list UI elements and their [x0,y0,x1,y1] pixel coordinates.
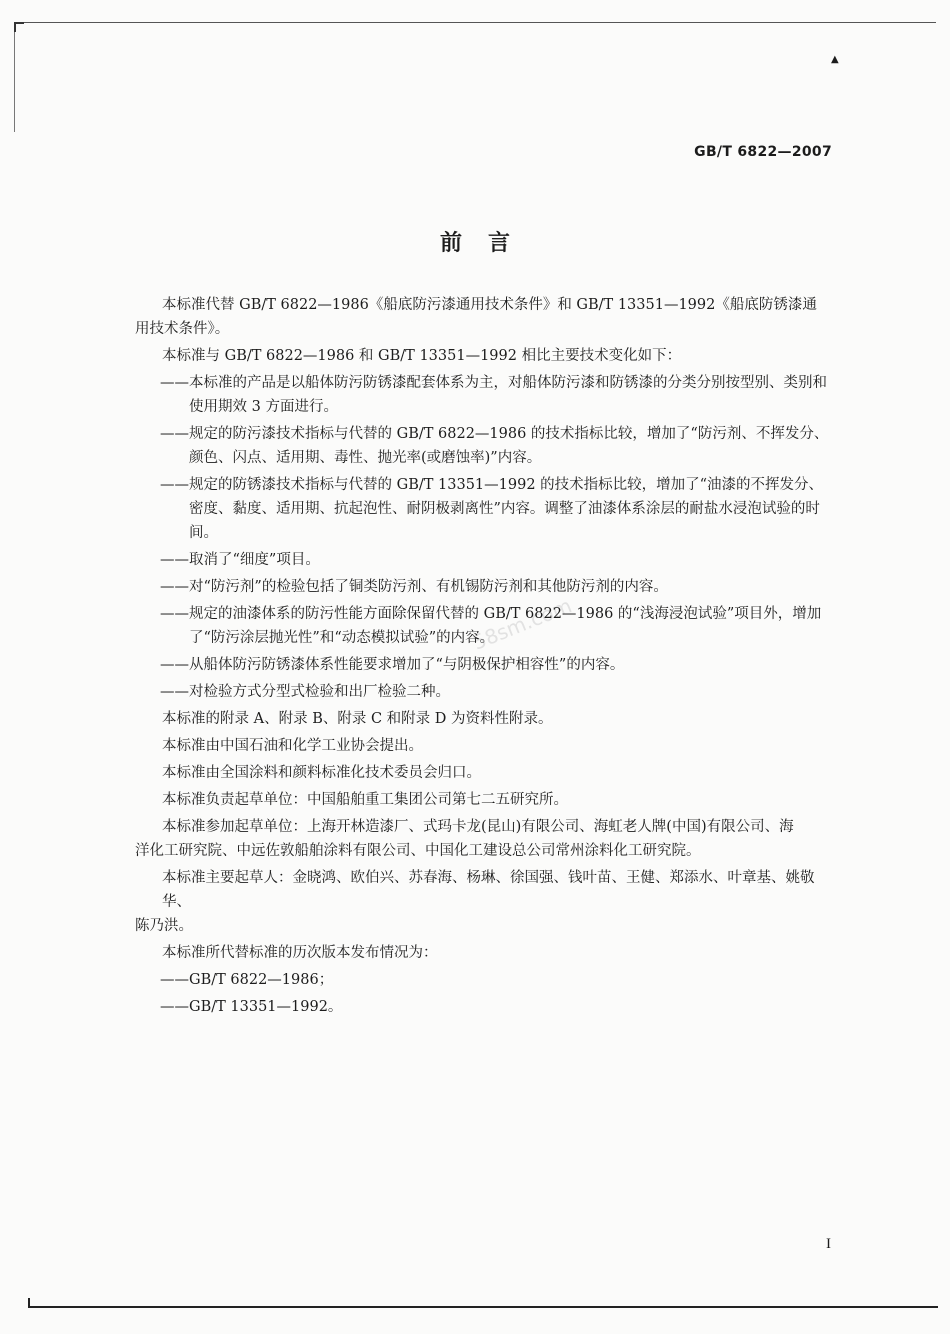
paragraph [135,866,832,938]
paragraph-line: 本标准参加起草单位：上海开林造漆厂、式玛卡龙(昆山)有限公司、海虹老人牌(中国)有限公司、海 [162,819,794,835]
paragraph: 本标准与 GB/T 6822—1986 和 GB/T 13351—1992 相比主要技术变化如下： [162,348,682,364]
watermark: 58sm.com [469,593,576,655]
change-item: ——对检验方式分型式检验和出厂检验二种。 [160,684,450,700]
change-item: ——GB/T 6822—1986； [160,972,334,988]
change-item: ——GB/T 13351—1992。 [160,999,343,1015]
paragraph-line: 本标准主要起草人：金晓鸿、欧伯兴、苏春海、杨琳、徐国强、钱叶苗、王健、郑添水、叶章基、姚敬华、 [162,870,815,910]
scan-border-left [14,22,15,132]
paragraph-line: 用技术条件》。 [135,321,230,337]
change-item: ——取消了“细度”项目。 [160,552,320,568]
scan-border-bottom [28,1306,938,1308]
scan-tick-mark [28,1298,30,1308]
standard-code: GB/T 6822—2007 [694,144,832,160]
scan-speck: ▲ [831,54,839,65]
paragraph: 本标准所代替标准的历次版本发布情况为： [162,945,438,961]
page-number: I [826,1236,831,1252]
paragraph: 本标准由中国石油和化学工业协会提出。 [162,738,423,754]
change-item: ——对“防污剂”的检验包括了铜类防污剂、有机锡防污剂和其他防污剂的内容。 [160,579,668,595]
change-item: ——从船体防污防锈漆体系性能要求增加了“与阴极保护相容性”的内容。 [160,657,625,673]
scan-border-top [14,22,936,23]
paragraph-line: 洋化工研究院、中远佐敦船舶涂料有限公司、中国化工建设总公司常州涂料化工研究院。 [135,843,701,859]
paragraph: 本标准的附录 A、附录 B、附录 C 和附录 D 为资料性附录。 [162,711,553,727]
change-item: ——规定的防污漆技术指标与代替的 GB/T 6822—1986 的技术指标比较，增加了“防污剂、不挥发分、颜色、闪点、适用期、毒性、抛光率(或磨蚀率)”内容。 [160,426,829,466]
paragraph: 本标准由全国涂料和颜料标准化技术委员会归口。 [162,765,481,781]
paragraph [135,815,832,863]
page-title: 前言 [439,231,536,256]
paragraph-line: 陈乃洪。 [135,918,193,934]
scan-corner-mark [14,22,24,32]
paragraph: 本标准负责起草单位：中国船舶重工集团公司第七二五研究所。 [162,792,568,808]
change-item: ——规定的油漆体系的防污性能方面除保留代替的 GB/T 6822—1986 的“浅海浸泡试验”项目外，增加了“防污涂层抛光性”和“动态模拟试验”的内容。 [160,606,822,646]
paragraph-line: 本标准代替 GB/T 6822—1986《船底防污漆通用技术条件》和 GB/T 13351—1992《船底防锈漆通 [162,297,817,313]
paragraph [135,293,832,341]
change-item: ——规定的防锈漆技术指标与代替的 GB/T 13351—1992 的技术指标比较，增加了“油漆的不挥发分、密度、黏度、适用期、抗起泡性、耐阴极剥离性”内容。调整了油漆体系涂层的耐盐水浸泡试验的时间。 [160,477,824,541]
change-item: ——本标准的产品是以船体防污防锈漆配套体系为主，对船体防污漆和防锈漆的分类分别按型别、类别和使用期效 3 方面进行。 [160,375,827,415]
foreword-body [135,293,832,1022]
